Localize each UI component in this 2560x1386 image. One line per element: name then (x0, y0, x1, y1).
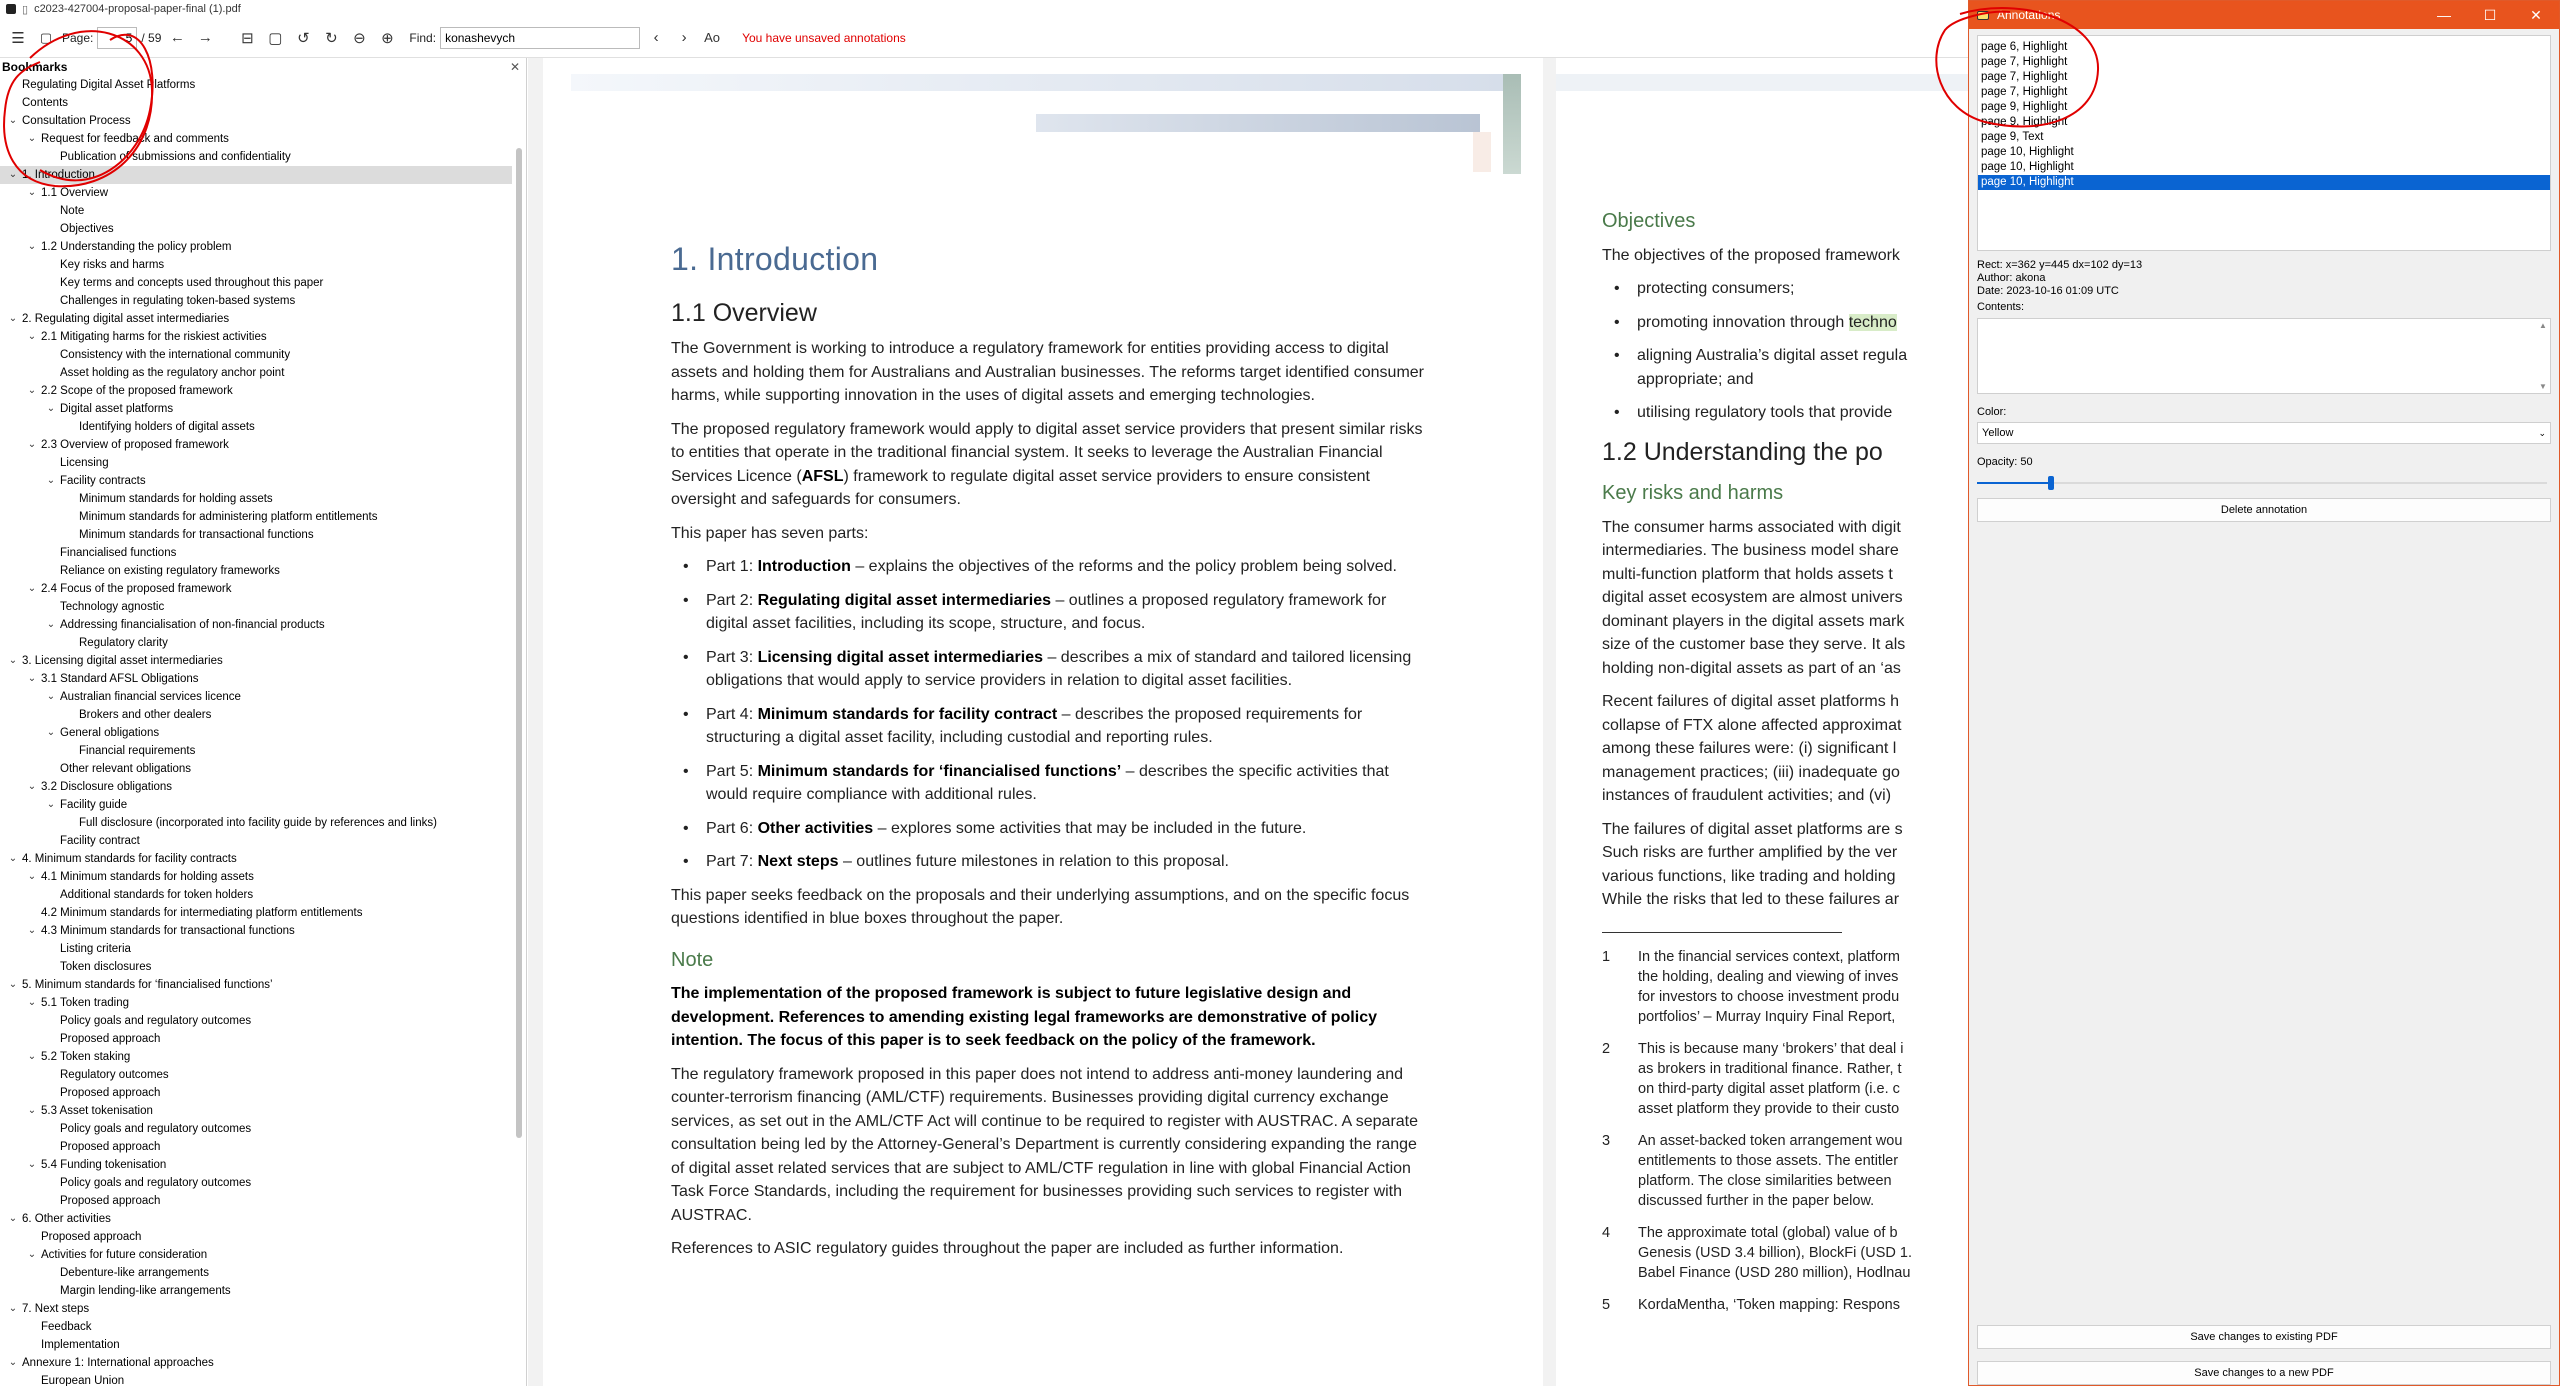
bookmark-label: 2.1 Mitigating harms for the riskiest activities (41, 331, 267, 343)
bookmark-label: 6. Other activities (22, 1213, 111, 1225)
chevron-down-icon: ⌄ (2538, 427, 2546, 438)
bookmark-item[interactable] (0, 274, 512, 292)
chevron-down-icon[interactable]: ⌄ (27, 1051, 37, 1062)
page-decoration (1036, 114, 1480, 132)
bookmark-label: Facility contract (60, 835, 140, 847)
list-item: • Part 6: Other activities – explores some activities that may be included in the future. (671, 817, 1431, 841)
bookmark-item[interactable] (0, 1318, 512, 1336)
bookmark-item[interactable] (0, 364, 512, 382)
bookmark-item[interactable] (0, 1372, 512, 1386)
window-title: c2023-427004-proposal-paper-final (1).pdf (34, 3, 241, 15)
chevron-down-icon[interactable]: ⌄ (46, 475, 56, 486)
chevron-down-icon[interactable]: ⌄ (46, 691, 56, 702)
bookmark-label: Policy goals and regulatory outcomes (60, 1015, 252, 1027)
bookmark-item[interactable] (0, 796, 512, 814)
bookmark-item[interactable] (0, 418, 512, 436)
chevron-down-icon[interactable]: ⌄ (46, 619, 56, 630)
bookmark-item[interactable] (0, 1138, 512, 1156)
chevron-down-icon[interactable]: ⌄ (27, 439, 37, 450)
bookmark-item[interactable] (0, 940, 512, 958)
bookmark-label: Minimum standards for transactional functions (79, 529, 314, 541)
bookmark-label: 1.2 Understanding the policy problem (41, 241, 232, 253)
bookmark-label: Financial requirements (79, 745, 196, 757)
bookmark-item[interactable] (0, 1336, 512, 1354)
bookmark-label: 4.1 Minimum standards for holding assets (41, 871, 254, 883)
window-titlebar (0, 0, 1968, 18)
page-total: / 59 (141, 30, 162, 45)
bookmark-label: Facility guide (60, 799, 128, 811)
menu-icon[interactable]: ☰ (11, 29, 25, 47)
bookmark-item[interactable] (0, 328, 512, 346)
bookmark-item[interactable] (0, 994, 512, 1012)
bookmark-label: 3. Licensing digital asset intermediaries (22, 655, 223, 667)
bookmark-item[interactable] (0, 706, 512, 724)
bookmarks-header (0, 58, 526, 76)
bookmark-label: 5.2 Token staking (41, 1051, 131, 1063)
bookmark-item[interactable] (0, 976, 512, 994)
subsection-heading: 1.1 Overview (671, 298, 817, 327)
bookmarks-panel (0, 58, 527, 1386)
bookmark-item[interactable] (0, 238, 512, 256)
list-item: • Part 2: Regulating digital asset intermediaries – outlines a proposed regulatory framework for digital asset facilities, including its scope, structure, and focus. (671, 589, 1431, 636)
next-page-icon[interactable]: → (197, 29, 213, 46)
bookmark-item[interactable] (0, 814, 512, 832)
bookmark-label: Identifying holders of digital assets (79, 421, 255, 433)
chevron-down-icon[interactable]: ⌄ (8, 655, 18, 666)
annotation-rect: Rect: x=362 y=445 dx=102 dy=13 (1977, 259, 2143, 271)
page-content (1602, 210, 1968, 1327)
bookmark-item[interactable] (0, 1048, 512, 1066)
bookmark-label: Policy goals and regulatory outcomes (60, 1177, 252, 1189)
bookmark-label: Implementation (41, 1339, 120, 1351)
bookmark-item[interactable] (0, 1030, 512, 1048)
footnote: 1 In the financial services context, platform the holding, dealing and viewing of inves for investors to choose investment produ portfolios’ – Murray Inquiry Final Report, (1602, 948, 1900, 1025)
bookmark-item[interactable] (0, 184, 512, 202)
bookmark-item[interactable] (0, 202, 512, 220)
chevron-down-icon[interactable]: ⌄ (27, 1159, 37, 1170)
zoom-in-icon[interactable]: ⊕ (381, 29, 394, 47)
bookmark-item[interactable] (0, 112, 512, 130)
maximize-icon[interactable]: ☐ (2483, 6, 2497, 23)
bookmark-label: Consultation Process (22, 115, 131, 127)
bookmark-label: European Union (41, 1375, 125, 1386)
annotation-date: Date: 2023-10-16 01:09 UTC (1977, 285, 2119, 297)
bookmark-item[interactable] (0, 346, 512, 364)
bookmark-item[interactable] (0, 1156, 512, 1174)
bookmark-item[interactable] (0, 1228, 512, 1246)
find-prev-icon[interactable]: ‹ (653, 29, 659, 46)
chevron-down-icon[interactable]: ⌄ (8, 313, 18, 324)
bookmark-label: Technology agnostic (60, 601, 165, 613)
bookmark-label: Additional standards for token holders (60, 889, 254, 901)
bookmark-item[interactable] (0, 652, 512, 670)
bookmark-label: Request for feedback and comments (41, 133, 229, 145)
bookmark-label: Publication of submissions and confidentiality (60, 151, 291, 163)
bookmark-item[interactable] (0, 634, 512, 652)
chevron-down-icon[interactable]: ⌄ (8, 1303, 18, 1314)
bookmark-item[interactable] (0, 1246, 512, 1264)
find-input[interactable] (440, 27, 640, 49)
chevron-down-icon[interactable]: ⌄ (27, 925, 37, 936)
annotation-item[interactable]: page 10, Highlight (1981, 146, 2074, 158)
bookmark-item[interactable] (0, 1102, 512, 1120)
bookmark-item[interactable] (0, 130, 512, 148)
bookmark-label: 1. Introduction (22, 169, 95, 181)
opacity-label: Opacity: 50 (1977, 456, 2033, 468)
paragraph: This paper has seven parts: (671, 524, 869, 542)
bookmark-label: 4.2 Minimum standards for intermediating platform entitlements (41, 907, 363, 919)
chevron-down-icon[interactable]: ⌄ (27, 187, 37, 198)
bookmark-item[interactable] (0, 1174, 512, 1192)
bookmark-label: Australian financial services licence (60, 691, 241, 703)
bookmark-label: 5. Minimum standards for ‘financialised functions’ (22, 979, 273, 991)
bookmark-item[interactable] (0, 688, 512, 706)
bookmark-label: Other relevant obligations (60, 763, 192, 775)
match-case-icon[interactable]: Aᴏ (704, 30, 721, 45)
bookmark-item[interactable] (0, 166, 512, 184)
contents-label: Contents: (1977, 301, 2025, 313)
page-decoration (1473, 132, 1491, 172)
paragraph: Recent failures of digital asset platforms h collapse of FTX alone affected approximat among these failures were: (i) significant l management practices; (iii) inadequate go instances of fraudulent activities; and (vi) (1602, 693, 1902, 804)
prev-page-icon[interactable]: ← (169, 29, 185, 46)
delete-annotation-button[interactable]: Delete annotation (1977, 498, 2551, 522)
rotate-left-icon[interactable]: ↺ (297, 29, 310, 47)
document-view[interactable] (528, 58, 1968, 1386)
bookmark-label: Activities for future consideration (41, 1249, 208, 1261)
slider-thumb[interactable] (2048, 476, 2054, 490)
bookmark-item[interactable] (0, 670, 512, 688)
list-item: • Part 3: Licensing digital asset intermediaries – describes a mix of standard and tailored licensing obligations that would apply to service providers in relation to digital asset facilities. (671, 646, 1431, 693)
section-heading: 1. Introduction (671, 241, 879, 277)
chevron-down-icon[interactable]: ⌄ (8, 979, 18, 990)
bookmark-item[interactable] (0, 454, 512, 472)
bookmark-item[interactable] (0, 382, 512, 400)
bookmark-item[interactable] (0, 1012, 512, 1030)
bookmark-label: Key risks and harms (60, 259, 165, 271)
bookmark-label: Challenges in regulating token-based systems (60, 295, 296, 307)
bookmark-label: Brokers and other dealers (79, 709, 212, 721)
bookmark-label: 3.1 Standard AFSL Obligations (41, 673, 199, 685)
bookmark-label: Debenture-like arrangements (60, 1267, 209, 1279)
paragraph: The consumer harms associated with digit intermediaries. The business model share multi-function platform that holds assets t digital asset ecosystem are almost univers dominant players in the digital assets mark size of the customer base they serve. It als holding non-digital assets as part of an ‘as (1602, 518, 1906, 677)
list-item: • utilising regulatory tools that provide (1602, 401, 1968, 425)
bookmarks-title: Bookmarks (2, 60, 68, 74)
annotation-author: Author: akona (1977, 272, 2046, 284)
page-decoration (1556, 74, 1968, 91)
chevron-down-icon[interactable]: ⌄ (27, 781, 37, 792)
bookmark-item[interactable] (0, 256, 512, 274)
chevron-down-icon[interactable]: ⌄ (46, 403, 56, 414)
chevron-down-icon[interactable]: ⌄ (8, 169, 18, 180)
bookmark-label: 2.3 Overview of proposed framework (41, 439, 229, 451)
list-item: • Part 5: Minimum standards for ‘financialised functions’ – describes the specific activities that would require compliance with additional rules. (671, 760, 1431, 807)
bookmark-label: Token disclosures (60, 961, 152, 973)
annotation-meta (1977, 259, 2551, 314)
page-decoration (1503, 74, 1521, 174)
annotation-list (1977, 35, 2551, 251)
annotation-item[interactable]: page 10, Highlight (1981, 161, 2074, 173)
find-label: Find: (409, 30, 437, 45)
footnote: 5 KordaMentha, ‘Token mapping: Respons (1602, 1296, 1900, 1313)
bookmark-label: Consistency with the international community (60, 349, 291, 361)
bookmark-item[interactable] (0, 850, 512, 868)
bookmark-item[interactable] (0, 1120, 512, 1138)
paragraph: The objectives of the proposed framework (1602, 246, 1900, 264)
bookmark-item[interactable] (0, 742, 512, 760)
highlight-annotation[interactable]: techno (1848, 313, 1897, 331)
bookmark-label: Contents (22, 97, 69, 109)
annotation-item[interactable]: page 9, Highlight (1981, 101, 2068, 113)
paragraph: This paper seeks feedback on the proposals and their underlying assumptions, and on the specific focus questions identified in blue boxes throughout the paper. (671, 886, 1410, 927)
bookmark-label: Digital asset platforms (60, 403, 174, 415)
toolbar (0, 18, 1968, 58)
bookmark-label: Policy goals and regulatory outcomes (60, 1123, 252, 1135)
footnotes (1602, 947, 1968, 1315)
objectives-list (1602, 277, 1968, 425)
file-icon: ▯ (22, 3, 29, 16)
bookmark-item[interactable] (0, 1300, 512, 1318)
bookmark-item[interactable] (0, 508, 512, 526)
page-decoration (571, 74, 1511, 91)
subsection-heading: 1.2 Understanding the po (1602, 437, 1883, 466)
bookmark-item[interactable] (0, 580, 512, 598)
paragraph: The Government is working to introduce a regulatory framework for entities providing access to digital assets and holding them for Australians and Australian businesses. The reforms target identified consumer harms, while supporting innovation in the uses of digital assets and emerging technologies. (671, 340, 1425, 404)
unsaved-warning: You have unsaved annotations (742, 30, 906, 45)
bookmark-label: 5.3 Asset tokenisation (41, 1105, 153, 1117)
rotate-right-icon[interactable]: ↻ (325, 29, 338, 47)
bookmarks-tree (0, 76, 512, 1386)
footnote-divider (1602, 932, 1842, 933)
bookmark-item[interactable] (0, 616, 512, 634)
bookmark-label: 7. Next steps (22, 1303, 90, 1315)
annotations-window (1968, 0, 2560, 1386)
bookmark-label: 5.4 Funding tokenisation (41, 1159, 167, 1171)
bookmark-label: Proposed approach (60, 1195, 161, 1207)
annotation-item[interactable]: page 7, Highlight (1981, 86, 2068, 98)
page-label: Page: (62, 30, 94, 45)
list-item: • Part 7: Next steps – outlines future milestones in relation to this proposal. (671, 850, 1431, 874)
bookmarks-scrollbar[interactable] (516, 148, 522, 1138)
list-item: • Part 4: Minimum standards for facility contract – describes the proposed requirements for structuring a digital asset facility, including custodial and reporting rules. (671, 703, 1431, 750)
bookmark-label: Note (60, 205, 85, 217)
bookmark-item[interactable] (0, 220, 512, 238)
chevron-down-icon[interactable]: ⌄ (27, 1105, 37, 1116)
list-item: • promoting innovation through techno (1602, 311, 1968, 335)
chevron-down-icon[interactable]: ⌄ (27, 241, 37, 252)
bookmark-item[interactable] (0, 490, 512, 508)
bookmark-label: Licensing (60, 457, 109, 469)
bookmark-label: Regulating Digital Asset Platforms (22, 79, 196, 91)
bookmark-item[interactable] (0, 292, 512, 310)
find-next-icon[interactable]: › (681, 29, 687, 46)
footnote: 3 An asset-backed token arrangement wou entitlements to those assets. The entitler platform. The close similarities between discussed further in the paper below. (1602, 1132, 1903, 1209)
color-value: Yellow (1982, 427, 2014, 439)
bookmark-item[interactable] (0, 832, 512, 850)
annotation-item[interactable]: page 6, Highlight (1981, 41, 2068, 53)
footnote: 4 The approximate total (global) value of b Genesis (USD 3.4 billion), BlockFi (USD 1. Babel Finance (USD 280 million), Hodlnau (1602, 1224, 1912, 1281)
bookmark-item[interactable] (0, 1282, 512, 1300)
app-icon (6, 4, 16, 14)
bookmark-item[interactable] (0, 400, 512, 418)
paragraph: The failures of digital asset platforms are s Such risks are further amplified by the ver various functions, like trading and holding While the risks that led to these failures ar (1602, 820, 1903, 908)
annotation-item[interactable]: page 9, Highlight (1981, 116, 2068, 128)
minimize-icon[interactable]: — (2437, 6, 2451, 23)
fit-page-icon[interactable]: ▢ (268, 29, 283, 47)
bookmark-item[interactable] (0, 1066, 512, 1084)
bookmark-item[interactable] (0, 472, 512, 490)
bookmark-item[interactable] (0, 1354, 512, 1372)
chevron-down-icon[interactable]: ⌄ (27, 133, 37, 144)
color-select[interactable] (1977, 422, 2551, 444)
annotation-item[interactable]: page 10, Highlight (1978, 175, 2550, 190)
chevron-down-icon[interactable]: ⌄ (8, 853, 18, 864)
bookmark-item[interactable] (0, 760, 512, 778)
page-number-input[interactable] (97, 27, 137, 49)
chevron-down-icon[interactable]: ⌄ (27, 673, 37, 684)
bookmark-item[interactable] (0, 1210, 512, 1228)
bookmark-label: 2.2 Scope of the proposed framework (41, 385, 233, 397)
bookmark-label: Asset holding as the regulatory anchor point (60, 367, 285, 379)
bookmark-item[interactable] (0, 868, 512, 886)
bookmark-item[interactable] (0, 1192, 512, 1210)
bookmark-label: 3.2 Disclosure obligations (41, 781, 173, 793)
bookmark-item[interactable] (0, 1264, 512, 1282)
bookmark-label: 5.1 Token trading (41, 997, 130, 1009)
chevron-down-icon[interactable]: ⌄ (8, 1213, 18, 1224)
annotations-titlebar (1969, 1, 2559, 29)
app-icon (1977, 11, 1989, 20)
list-item: • protecting consumers; (1602, 277, 1968, 301)
bookmark-item[interactable] (0, 778, 512, 796)
bookmark-label: 2. Regulating digital asset intermediaries (22, 313, 230, 325)
annotation-item[interactable]: page 7, Highlight (1981, 71, 2068, 83)
bookmark-item[interactable] (0, 1084, 512, 1102)
bookmark-item[interactable] (0, 436, 512, 454)
chevron-down-icon[interactable]: ⌄ (27, 385, 37, 396)
bookmark-label: Annexure 1: International approaches (22, 1357, 214, 1369)
objectives-heading: Objectives (1602, 210, 1696, 232)
bookmark-label: Proposed approach (41, 1231, 142, 1243)
close-icon[interactable]: ✕ (509, 60, 520, 74)
bookmark-label: Full disclosure (incorporated into facility guide by references and links) (79, 817, 437, 829)
risks-heading: Key risks and harms (1602, 482, 1784, 504)
bookmark-label: Margin lending-like arrangements (60, 1285, 231, 1297)
chevron-down-icon[interactable]: ⌄ (46, 727, 56, 738)
bookmark-label: Feedback (41, 1321, 92, 1333)
bookmark-item[interactable] (0, 94, 512, 112)
bookmark-label: Regulatory outcomes (60, 1069, 169, 1081)
bookmark-item[interactable] (0, 148, 512, 166)
chevron-down-icon[interactable]: ⌄ (8, 1357, 18, 1368)
paragraph: The regulatory framework proposed in this paper does not intend to address anti-money laundering and counter-terrorism financing (AML/CTF) requirements. Businesses providing digital currency exchange services, as set out in the AML/CTF Act will continue to be required to register with AUSTRAC. A separate consultation being led by the Attorney-General’s Department is currently considering expanding the range of digital asset related services that are subject to AML/CTF regulation in line with global Financial Action Task Force Standards, including the requirement for businesses providing such services to register with AUSTRAC. (671, 1065, 1419, 1224)
bookmark-item[interactable] (0, 526, 512, 544)
bookmark-label: Regulatory clarity (79, 637, 168, 649)
bookmark-label: Minimum standards for holding assets (79, 493, 273, 505)
bookmark-item[interactable] (0, 598, 512, 616)
chevron-down-icon[interactable]: ⌄ (46, 799, 56, 810)
pdf-page (543, 58, 1543, 1386)
chevron-down-icon[interactable]: ⌄ (27, 331, 37, 342)
bookmark-label: Minimum standards for administering platform entitlements (79, 511, 378, 523)
bookmark-label: 1.1 Overview (41, 187, 109, 199)
list-item: • Part 1: Introduction – explains the objectives of the reforms and the policy problem being solved. (671, 555, 1431, 579)
paragraph: References to ASIC regulatory guides throughout the paper are included as further information. (671, 1240, 1344, 1257)
list-item: • aligning Australia’s digital asset regula appropriate; and (1602, 344, 1968, 391)
bookmark-item[interactable] (0, 76, 512, 94)
opacity-slider[interactable] (1977, 476, 2551, 490)
note-heading: Note (671, 948, 714, 971)
bookmark-label: 4.3 Minimum standards for transactional functions (41, 925, 295, 937)
chevron-down-icon[interactable]: ⌄ (27, 1249, 37, 1260)
bookmark-label: 2.4 Focus of the proposed framework (41, 583, 232, 595)
bookmark-label: Objectives (60, 223, 114, 235)
bookmark-item[interactable] (0, 310, 512, 328)
bookmark-label: Financialised functions (60, 547, 177, 559)
close-icon[interactable]: ✕ (2530, 6, 2542, 23)
fit-width-icon[interactable]: ⊟ (241, 29, 254, 47)
annotations-title: Annotations (1997, 8, 2061, 22)
bookmark-item[interactable] (0, 958, 512, 976)
bookmark-label: Addressing financialisation of non-financial products (60, 619, 325, 631)
bookmark-item[interactable] (0, 544, 512, 562)
pdf-page (1556, 58, 1968, 1386)
bookmark-item[interactable] (0, 724, 512, 742)
chevron-down-icon[interactable]: ⌄ (8, 115, 18, 126)
paragraph: The proposed regulatory framework would apply to digital asset service providers that present similar risks to entities that operate in the traditional financial system. It seeks to leverage the Australian Financial Services Licence (AFSL) framework to regulate digital asset service providers to ensure consistent oversight and safeguards for consumers. (671, 420, 1423, 508)
annotation-item[interactable]: page 7, Highlight (1981, 56, 2068, 68)
chevron-down-icon[interactable]: ⌄ (27, 997, 37, 1008)
color-label: Color: (1977, 406, 2007, 418)
sidebar-toggle-icon[interactable]: ▢ (39, 29, 53, 45)
annotation-item[interactable]: page 9, Text (1981, 131, 2044, 143)
bookmark-item[interactable] (0, 886, 512, 904)
chevron-down-icon[interactable]: ⌄ (27, 583, 37, 594)
page-content (671, 241, 1431, 1271)
bookmark-label: Proposed approach (60, 1087, 161, 1099)
chevron-down-icon[interactable]: ⌄ (27, 871, 37, 882)
bookmark-label: Proposed approach (60, 1033, 161, 1045)
note-text: The implementation of the proposed framework is subject to future legislative design and development. References to amending existing legal frameworks are demonstrative of policy intention. The focus of this paper is to seek feedback on the policy of the framework. (671, 985, 1377, 1049)
zoom-out-icon[interactable]: ⊖ (353, 29, 366, 47)
parts-list (671, 555, 1431, 874)
save-new-button[interactable]: Save changes to a new PDF (1977, 1361, 2551, 1385)
bookmark-label: Facility contracts (60, 475, 146, 487)
bookmark-item[interactable] (0, 562, 512, 580)
bookmark-label: General obligations (60, 727, 160, 739)
bookmark-item[interactable] (0, 922, 512, 940)
bookmark-label: Listing criteria (60, 943, 131, 955)
contents-textarea[interactable] (1977, 318, 2551, 394)
contents-scrollbar[interactable]: ▲ ▼ (2539, 321, 2547, 391)
footnote: 2 This is because many ‘brokers’ that deal i as brokers in traditional finance. Rather, t on third-party digital asset platform (i.e. c asset platform they provide to their custo (1602, 1040, 1904, 1117)
bookmark-label: Key terms and concepts used throughout this paper (60, 277, 324, 289)
save-existing-button[interactable]: Save changes to existing PDF (1977, 1325, 2551, 1349)
bookmark-label: Reliance on existing regulatory frameworks (60, 565, 280, 577)
bookmark-label: 4. Minimum standards for facility contracts (22, 853, 237, 865)
bookmark-label: Proposed approach (60, 1141, 161, 1153)
bookmark-item[interactable] (0, 904, 512, 922)
